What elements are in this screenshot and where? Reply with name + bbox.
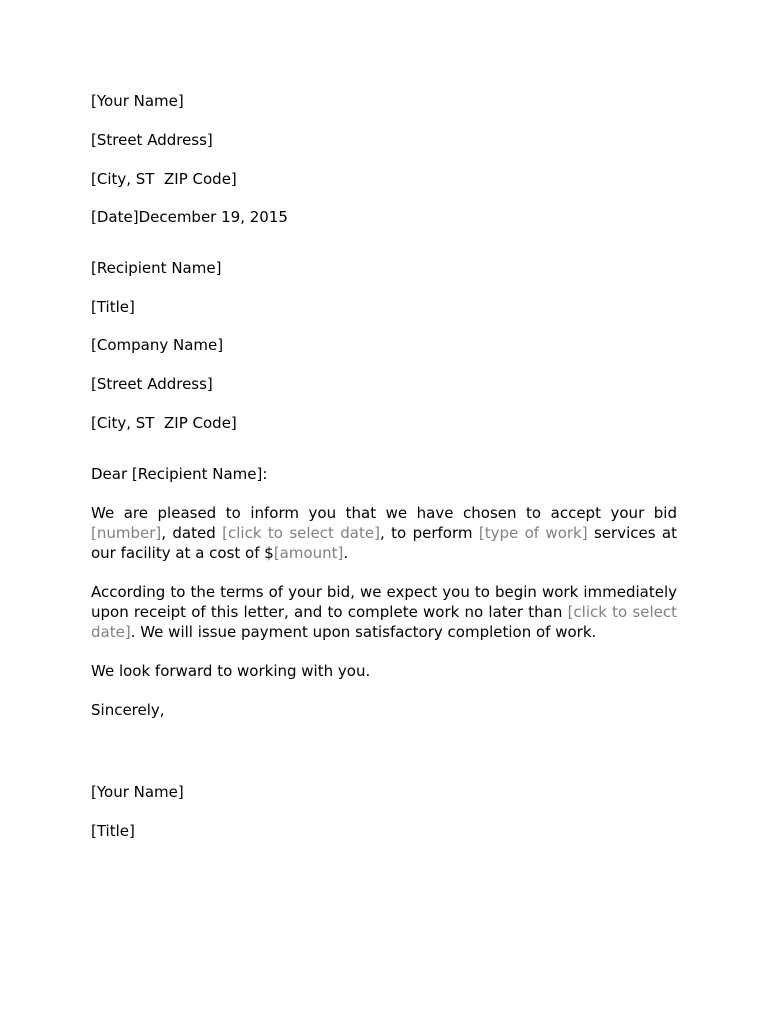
recipient-company: [Company Name] <box>91 336 224 354</box>
signature-title: [Title] <box>91 822 135 840</box>
paragraph-acceptance <box>91 503 677 563</box>
bid-date-placeholder[interactable]: [click to select date] <box>222 524 380 542</box>
recipient-city: [City, ST ZIP Code] <box>91 414 237 432</box>
work-type-placeholder[interactable]: [type of work] <box>478 524 588 542</box>
para1-text-3: , to perform <box>379 524 479 542</box>
date-value: December 19, 2015 <box>138 208 288 226</box>
amount-placeholder[interactable]: [amount] <box>273 544 344 562</box>
paragraph-terms <box>91 582 677 642</box>
para1-text-1: We are pleased to inform you that we have chosen to accept your bid <box>91 504 677 522</box>
signature-name: [Your Name] <box>91 783 184 801</box>
para2-text-2: . We will issue payment upon satisfactory completion of work. <box>130 623 597 641</box>
para2-text-1: According to the terms of your bid, we expect you to begin work immediately upon receipt of this letter, and to complete work no later than <box>91 583 677 621</box>
para1-text-4: services at our facility at a cost of $ <box>91 524 677 562</box>
completion-date-placeholder[interactable]: [click to select date] <box>91 603 677 641</box>
date-placeholder[interactable]: [Date] <box>91 208 139 226</box>
salutation: Dear [Recipient Name]: <box>91 465 268 483</box>
sender-city: [City, ST ZIP Code] <box>91 170 237 188</box>
sender-street: [Street Address] <box>91 131 213 149</box>
para1-text-2: , dated <box>161 524 223 542</box>
closing: Sincerely, <box>91 701 165 719</box>
sender-name: [Your Name] <box>91 92 184 110</box>
recipient-street: [Street Address] <box>91 375 213 393</box>
paragraph-closing-remark: We look forward to working with you. <box>91 662 371 680</box>
recipient-name: [Recipient Name] <box>91 259 222 277</box>
para1-text-5: . <box>343 544 349 562</box>
bid-number-placeholder[interactable]: [number] <box>91 524 162 542</box>
letter-date <box>91 207 288 227</box>
recipient-title: [Title] <box>91 298 135 316</box>
